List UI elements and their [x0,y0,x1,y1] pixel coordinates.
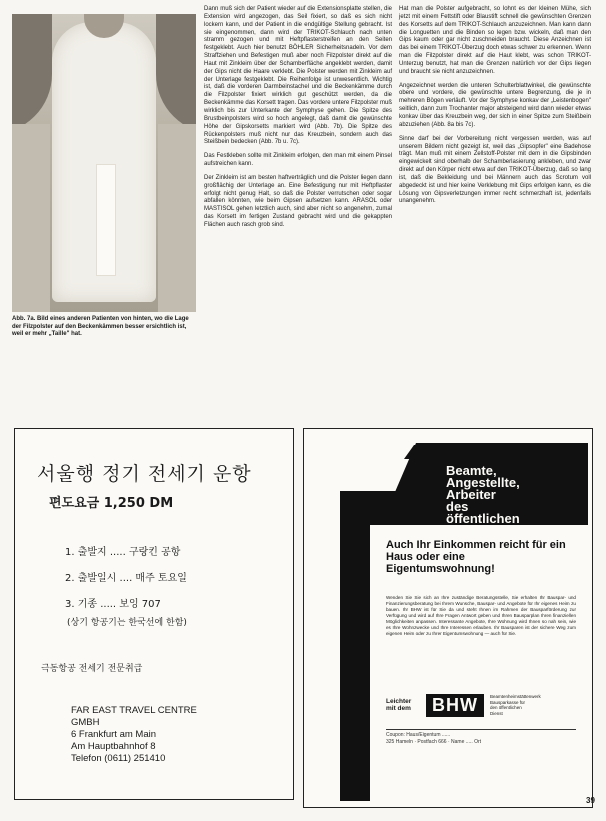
ad-item: 2. 출발일시 .... 매주 토요일 [65,573,187,584]
logo-tagline: Beamtenheimstättenwerk Bausparkasse für den öffentlichen Dienst [490,694,541,716]
arrow-tip [392,443,440,499]
travel-advertisement [14,428,294,800]
headline-line: Dienstes [446,523,501,538]
paragraph: Das Festkleben sollte mit Zinkleim erfolgen, den man mit einem Pinsel aufstreichen kann. [204,153,392,168]
ad-note: (상기 항공기는 한국선에 한함) [67,618,187,628]
background-right [156,14,196,134]
coupon-line: 325 Hameln · Postfach 666 · Name ..... Ort [386,739,482,745]
bhw-headline [446,465,520,537]
patient-arm-right [158,124,196,312]
bhw-subhead: Auch Ihr Einkommen reicht für ein Haus oder eine Eigentumswohnung! [386,539,566,575]
ad-item: 1. 출발지 ..... 구랑킨 공항 [65,547,181,558]
ad-price: 편도요금 1,250 DM [49,496,174,511]
article-column-2 [399,6,591,212]
headline-line: Beamte, [446,463,497,478]
patient-arm-left [12,124,50,312]
headline-line: Arbeiter [446,487,496,502]
paragraph: Dann muß sich der Patient wieder auf die Extensionsplatte stellen, die Extension wird angezogen, das Seil fixiert, so daß es sich nicht lockern kann, und der Patient in die endgültige Stellung gebracht. Ist sie eingenommen, dann wird der TRIKOT-Schlauch nach unten stramm gezogen und mit Heftpflasterstreifen an den Seiten festgeklebt. Auch hier benutzt BÖHLER Sicherheitsnadeln. Vor dem Straffziehen und Befestigen muß aber noch Filzpolster direkt auf die Haut mit Zinkleim über der Schamberfläche angeklebt werden, damit der Gips nicht die Haare verklebt. Die Polster werden mit Zinkleim auf der Unterlage festgeklebt. Die Reihenfolge ist unwesentlich. Wichtig ist, daß die vorderen Darmbeinstachel und die Beckenkämme durch die Filzpolster fixiert wirklich gut geschützt werden, da die Beckenkämme das Korsett tragen. Das vordere untere Filzpolster muß wirklich bis zur Unterkante der Symphyse gehen. Die Spitze des Brustbeinpolsters wird so hoch angelegt, daß damit die gewünschte Höhe der Gipskorsetts markiert wird (Abb. 7b). Die Spitze des Rückenpolsters muß nicht nur das Kreuzbein, sondern auch das Steißbein bedecken (Abb. 7b u. 7c). [204,6,392,146]
ad-agent-korean: 극동항공 전세기 전문취급 [41,664,143,674]
logo-left-text: Leichter mit dem [386,698,412,712]
headline-line: öffentlichen [446,511,520,526]
company-form: GMBH [71,717,100,728]
paragraph: Hat man die Polster aufgebracht, so lohnt es der kleinen Mühe, sich jetzt mit einem Fettstift oder Blaustift schnell die gewünschten Grenzen des Korsetts auf dem TRIKOT-Schlauch anzuzeichnen. Man kann dann die Longuetten und die Binden so legen bzw. wickeln, daß man den Gips kaum oder gar nicht zuschneiden braucht. Diese Anzeichnen ist das bei einem TRIKOT-Überzug doch etwas schwer zu erkennen. Wenn man die Filzpolster direkt auf die Haut klebt, was schon TRIKOT-Unterzug benutzt, hat man die Grenzen natürlich vor der Gips liegen und braucht sie nicht anzuzeichnen. [399,6,591,75]
ad-title-korean: 서울행 정기 전세기 운항 [37,463,252,485]
patient-photo [12,14,196,312]
figure-caption: Abb. 7a. Bild eines anderen Patienten von hinten, wo die Lage der Filzpolster auf den Beckenkämmen besser ersichtlich ist, weil er mehr „Taille" hat. [12,316,189,338]
arrow-shaft [340,525,370,801]
ad-item: 3. 기종 ..... 보잉 707 [65,599,161,610]
company-city: 6 Frankfurt am Main [71,729,156,740]
bhw-logo: BHW [426,694,484,717]
paragraph: Angezeichnet werden die unteren Schulterblattwinkel, die gewünschte obere und vordere, die gewünschte untere Begrenzung, die je in mehreren Bögen verläuft. Vor der Symphyse konkav der „Leistenbogen" seitlich, dann zum Trochanter major absteigend wird dann wieder etwas konkav über das Kreuzbein weg, der sich in einer Spitze zum Steißbein abzuziehen (Abb. 8a bis 7c). [399,82,591,128]
background-left [12,14,52,134]
bhw-coupon [386,729,576,758]
headline-line: Angestellte, [446,475,520,490]
bhw-body: Wenden Sie Sie sich an Ihre zuständige Beratungsstelle, Sie erhalten Ihr Bauspar- und Finanzierungsberatung bei Ihrem Wunsche, Bauspar- und Angebote für Ihr eigenes Heim zu bauen. Ihr BHW ist für Sie da und steht Ihnen im Rahmen der Bausparförderung zur Verfügung und wird auf Ihre Fragen Antwort geben und Ihren Bausparplan Ihren finanziellen Möglichkeiten anpassen. Interessante Angebote, Ihre Wohnung wird Ihnen so nah sein, wie es Ihre Wohnzwecke und Ihre Interessen erlauben. Ihr Bausparen ist der sichere Weg zum eigenen Heim oder zu Ihrer Eigentumswohnung — auch für Sie. [386,595,576,636]
company-phone: Telefon (0611) 251410 [71,753,166,764]
bhw-advertisement [303,428,593,808]
page-number: 39 [586,796,595,805]
headline-line: des [446,499,469,514]
coupon-line: Coupon: Haus/Eigentum ...... [386,732,451,738]
ad-contact [71,705,197,765]
article-column-1 [204,6,392,236]
paragraph: Sinne darf bei der Vorbereitung nicht vergessen werden, was auf unserem Bildern nicht gezeigt ist, weil das „Gipsopfer" eine Badehose trägt. Man muß mit einem Zellstoff-Polster mit dem in die Gipsbinden eingewickelt sind oberhalb der Schamberlasierung ankleben, und zwar direkt auf den Körper nicht etwa auf den TRIKOT-Überzug, daß so lang ist, daß die Bekleidung und bei Männern auch das Scrotum voll abgedeckt ist und hier keine Verklebung mit Gips erfolgen kann, es die Lösung von Gipsverletzungen immer recht schmerzhaft ist, jedenfalls unangenehm. [399,135,591,205]
company-street: Am Hauptbahnhof 8 [71,741,156,752]
bhw-logo-row [386,691,566,719]
paragraph: Der Zinkleim ist am besten haftverträglich und die Polster liegen dann großflächig der Unterlage an. Eine Befestigung nur mit Heftpflaster erfolgt nicht genug Halt, so daß die Polster verrutschen oder sogar abfallen könnten, wie beim Gipsen aufsetzen kann. ARASOL oder MASTISOL gehen letztlich auch, sind aber nicht so angenehm, zumal das Korsett im fertigen Zustand gebracht wird und die gekappten Flächen auch rasch grob sind. [204,174,392,228]
felt-pad [96,164,116,276]
company-name: FAR EAST TRAVEL CENTRE [71,705,197,716]
